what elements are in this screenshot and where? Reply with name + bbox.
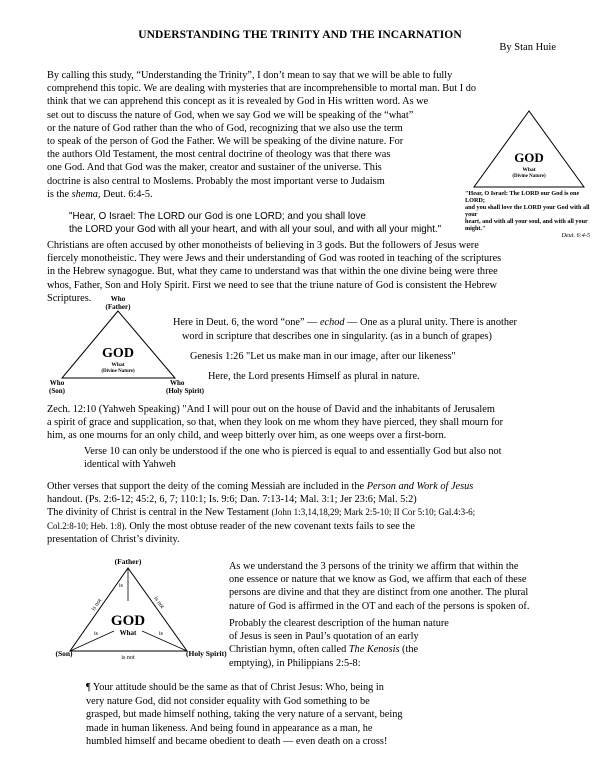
is-not-right-side: is not <box>152 595 165 610</box>
quote-line: "Hear, O Israel: The LORD our God is one LORD; and you shall love <box>69 211 366 222</box>
is-label-right: is <box>158 631 164 637</box>
quote-line: ¶ Your attitude should be the same as that of Christ Jesus: Who, being in <box>86 682 384 693</box>
triangle-diagram-persons <box>47 295 212 395</box>
intro-line: to speak of the person of God the Father. We will be speaking of the divine nature. For <box>47 136 404 148</box>
para-line: Probably the clearest description of the human nature <box>229 618 449 629</box>
caption-line: heart, and with all your soul, and with all your might." <box>465 218 588 232</box>
text: Here in Deut. 6, the word “one” — <box>173 317 320 328</box>
is-not-bottom: is not <box>121 655 135 661</box>
para-line <box>47 520 592 533</box>
intro-line: one God. And that God was the maker, creator and sustainer of the universe. This <box>47 162 382 174</box>
other-verses-paragraph <box>47 480 592 546</box>
shema-quote <box>69 210 499 236</box>
para-line <box>47 480 592 493</box>
quote-line: the LORD your God with all your heart, and with all your soul, and with all your might." <box>69 224 442 235</box>
para-line: of Jesus is seen in Paul’s quotation of an early <box>229 631 419 643</box>
para-line: Christians are often accused by other monotheists of believing in 3 gods. But the followers of Jesus were <box>47 240 479 251</box>
text: The divinity of Christ is central in the New Testament <box>47 507 272 519</box>
scripture-refs: (John 1:3,14,18,29; Mark 2:5-10; II Cor 5:10; Gal.4:3-6; <box>271 507 476 518</box>
caption-line: and you shall love the LORD your God with all your <box>465 204 590 218</box>
page-title: UNDERSTANDING THE TRINITY AND THE INCARNATION <box>138 29 462 41</box>
is-label-left: is <box>93 631 99 637</box>
who-right-label: Who <box>170 379 185 387</box>
text: (the <box>399 644 419 656</box>
triangle-diagram-relations <box>50 553 227 661</box>
father-label: (Father) <box>114 557 142 566</box>
holy-spirit-label: (Holy Spirit) <box>166 387 204 395</box>
author-byline: By Stan Huie <box>499 42 556 53</box>
persons-paragraph <box>229 560 594 613</box>
para-line: presentation of Christ’s divinity. <box>47 533 180 545</box>
shema-term: shema, <box>71 188 101 200</box>
god-label: GOD <box>110 613 146 629</box>
kenosis-term: The Kenosis <box>348 644 400 656</box>
quote-line: made in human likeness. And being found in appearance as a man, he <box>86 722 373 734</box>
para-line: Zech. 12:10 (Yahweh Speaking) "And I will pour out on the house of David and the inhabitants of Jerusalem <box>47 404 495 415</box>
quote-line: very nature God, did not consider equality with God something to be <box>86 695 370 707</box>
text: Deut. 6:4-5. <box>100 188 153 200</box>
para-line: him, as one mourns for an only child, and weep bitterly over him, as one weeps over a first-born. <box>47 430 447 442</box>
is-label-top: is <box>118 583 123 589</box>
echod-line-1 <box>173 316 573 329</box>
divine-nature-label: (Divine Nature) <box>101 369 135 374</box>
caption-line: "Hear, O Israel: The LORD our God is one LORD; <box>465 190 580 204</box>
para-line: in the Hebrew synagogue. But, what they came to understand was that within the one divine being were three <box>47 266 498 278</box>
father-label: (Father) <box>105 303 131 311</box>
text: Other verses that support the deity of the coming Messiah are included in the <box>47 481 367 492</box>
zechariah-paragraph <box>47 403 587 443</box>
text: Only the most obtuse reader of the new covenant texts fails to see the <box>126 520 415 532</box>
triangle-outline <box>70 568 187 651</box>
genesis-verse: Genesis 1:26 "Let us make man in our image, after our likeness" <box>190 351 456 362</box>
para-line: persons are divine and that they are distinct from one another. The plural <box>229 587 529 599</box>
verse10-note <box>84 445 584 471</box>
para-line: emptying), in Philippians 2:5-8: <box>229 657 361 669</box>
intro-line: doctrine is also central to Moslems. Probably the most important verse to Judaism <box>47 175 385 187</box>
handout-title: Person and Work of Jesus <box>366 481 474 492</box>
para-line: whos, Father, Son and Holy Spirit. First we need to see that the triune nature of God is consistent the Hebrew <box>47 279 497 291</box>
text: — One as a plural unity. There is another <box>344 317 517 328</box>
holy-spirit-label: (Holy Spirit) <box>186 649 227 658</box>
intro-line: or the nature of God rather than the who of God, recognizing that we also use the term <box>47 122 403 134</box>
para-line: nature of God is affirmed in the OT and each of the persons is spoken of. <box>229 600 530 612</box>
philippians-quote <box>86 681 586 749</box>
what-label: What <box>111 362 125 368</box>
intro-line: the authors Old Testament, the most central doctrine of theology was that there was <box>47 149 391 161</box>
intro-line: set out to discuss the nature of God, when we say God we will be speaking of the “what” <box>47 109 414 121</box>
para-line <box>47 506 592 519</box>
triangle-diagram-nature <box>462 108 592 190</box>
text: is the <box>47 188 72 200</box>
para-line: Verse 10 can only be understood if the one who is pierced is equal to and essentially God but also not <box>84 446 502 457</box>
is-not-left-side: is not <box>90 597 104 613</box>
echod-term: echod <box>319 317 345 328</box>
divine-nature-label: (Divine Nature) <box>512 174 546 179</box>
scripture-refs: Col.2:8-10; Heb. 1:8). <box>47 520 127 531</box>
para-line: identical with Yahweh <box>84 459 176 471</box>
para-line: fiercely monotheistic. They were Jews and their understanding of God was rooted in teaching of the scriptures <box>47 253 502 265</box>
intro-line: By calling this study, “Understanding the Trinity”, I don’t mean to say that we will be able to fully <box>47 70 453 81</box>
intro-line: think that we can apprehend this concept as it is revealed by God in His written word. As we <box>47 96 429 108</box>
para-line: a spirit of grace and supplication, so that, when they look on me whom they have pierced, they shall mourn for <box>47 417 504 429</box>
who-top-label: Who <box>110 295 126 303</box>
para-line: handout. (Ps. 2:6-12; 45:2, 6, 7; 110:1; Is. 9:6; Dan. 7:13-14; Mal. 3:1; Jer 23:6; Mal. 5:2) <box>47 494 417 506</box>
caption-ref: Deut. 6:4-5 <box>561 232 590 239</box>
quote-line: grasped, but made himself nothing, taking the very nature of a servant, being <box>86 709 403 721</box>
para-line: one essence or nature that we know as God, we affirm that each of these <box>229 574 527 586</box>
quote-line: humbled himself and became obedient to death — even death on a cross! <box>86 736 388 748</box>
para-line: Scriptures. <box>47 292 92 304</box>
para-line: As we understand the 3 persons of the trinity we affirm that within the <box>229 561 519 572</box>
text: Christian hymn, often called <box>229 644 349 656</box>
plural-nature-note: Here, the Lord presents Himself as plural in nature. <box>208 371 420 382</box>
god-label: GOD <box>102 346 134 361</box>
son-label: (Son) <box>49 387 65 395</box>
para-line <box>229 643 589 656</box>
son-label: (Son) <box>55 649 73 658</box>
intro-line: comprehend this topic. We are dealing with mysteries that are incomprehensible to mortal man. But I do <box>47 83 477 95</box>
who-left-label: Who <box>49 379 65 387</box>
god-label: GOD <box>514 150 544 165</box>
what-label: What <box>119 629 137 637</box>
echod-line-2: word in scripture that describes one in singularity. (as in a bunch of grapes) <box>182 331 492 342</box>
what-label: What <box>522 167 536 173</box>
kenosis-paragraph <box>229 617 589 670</box>
